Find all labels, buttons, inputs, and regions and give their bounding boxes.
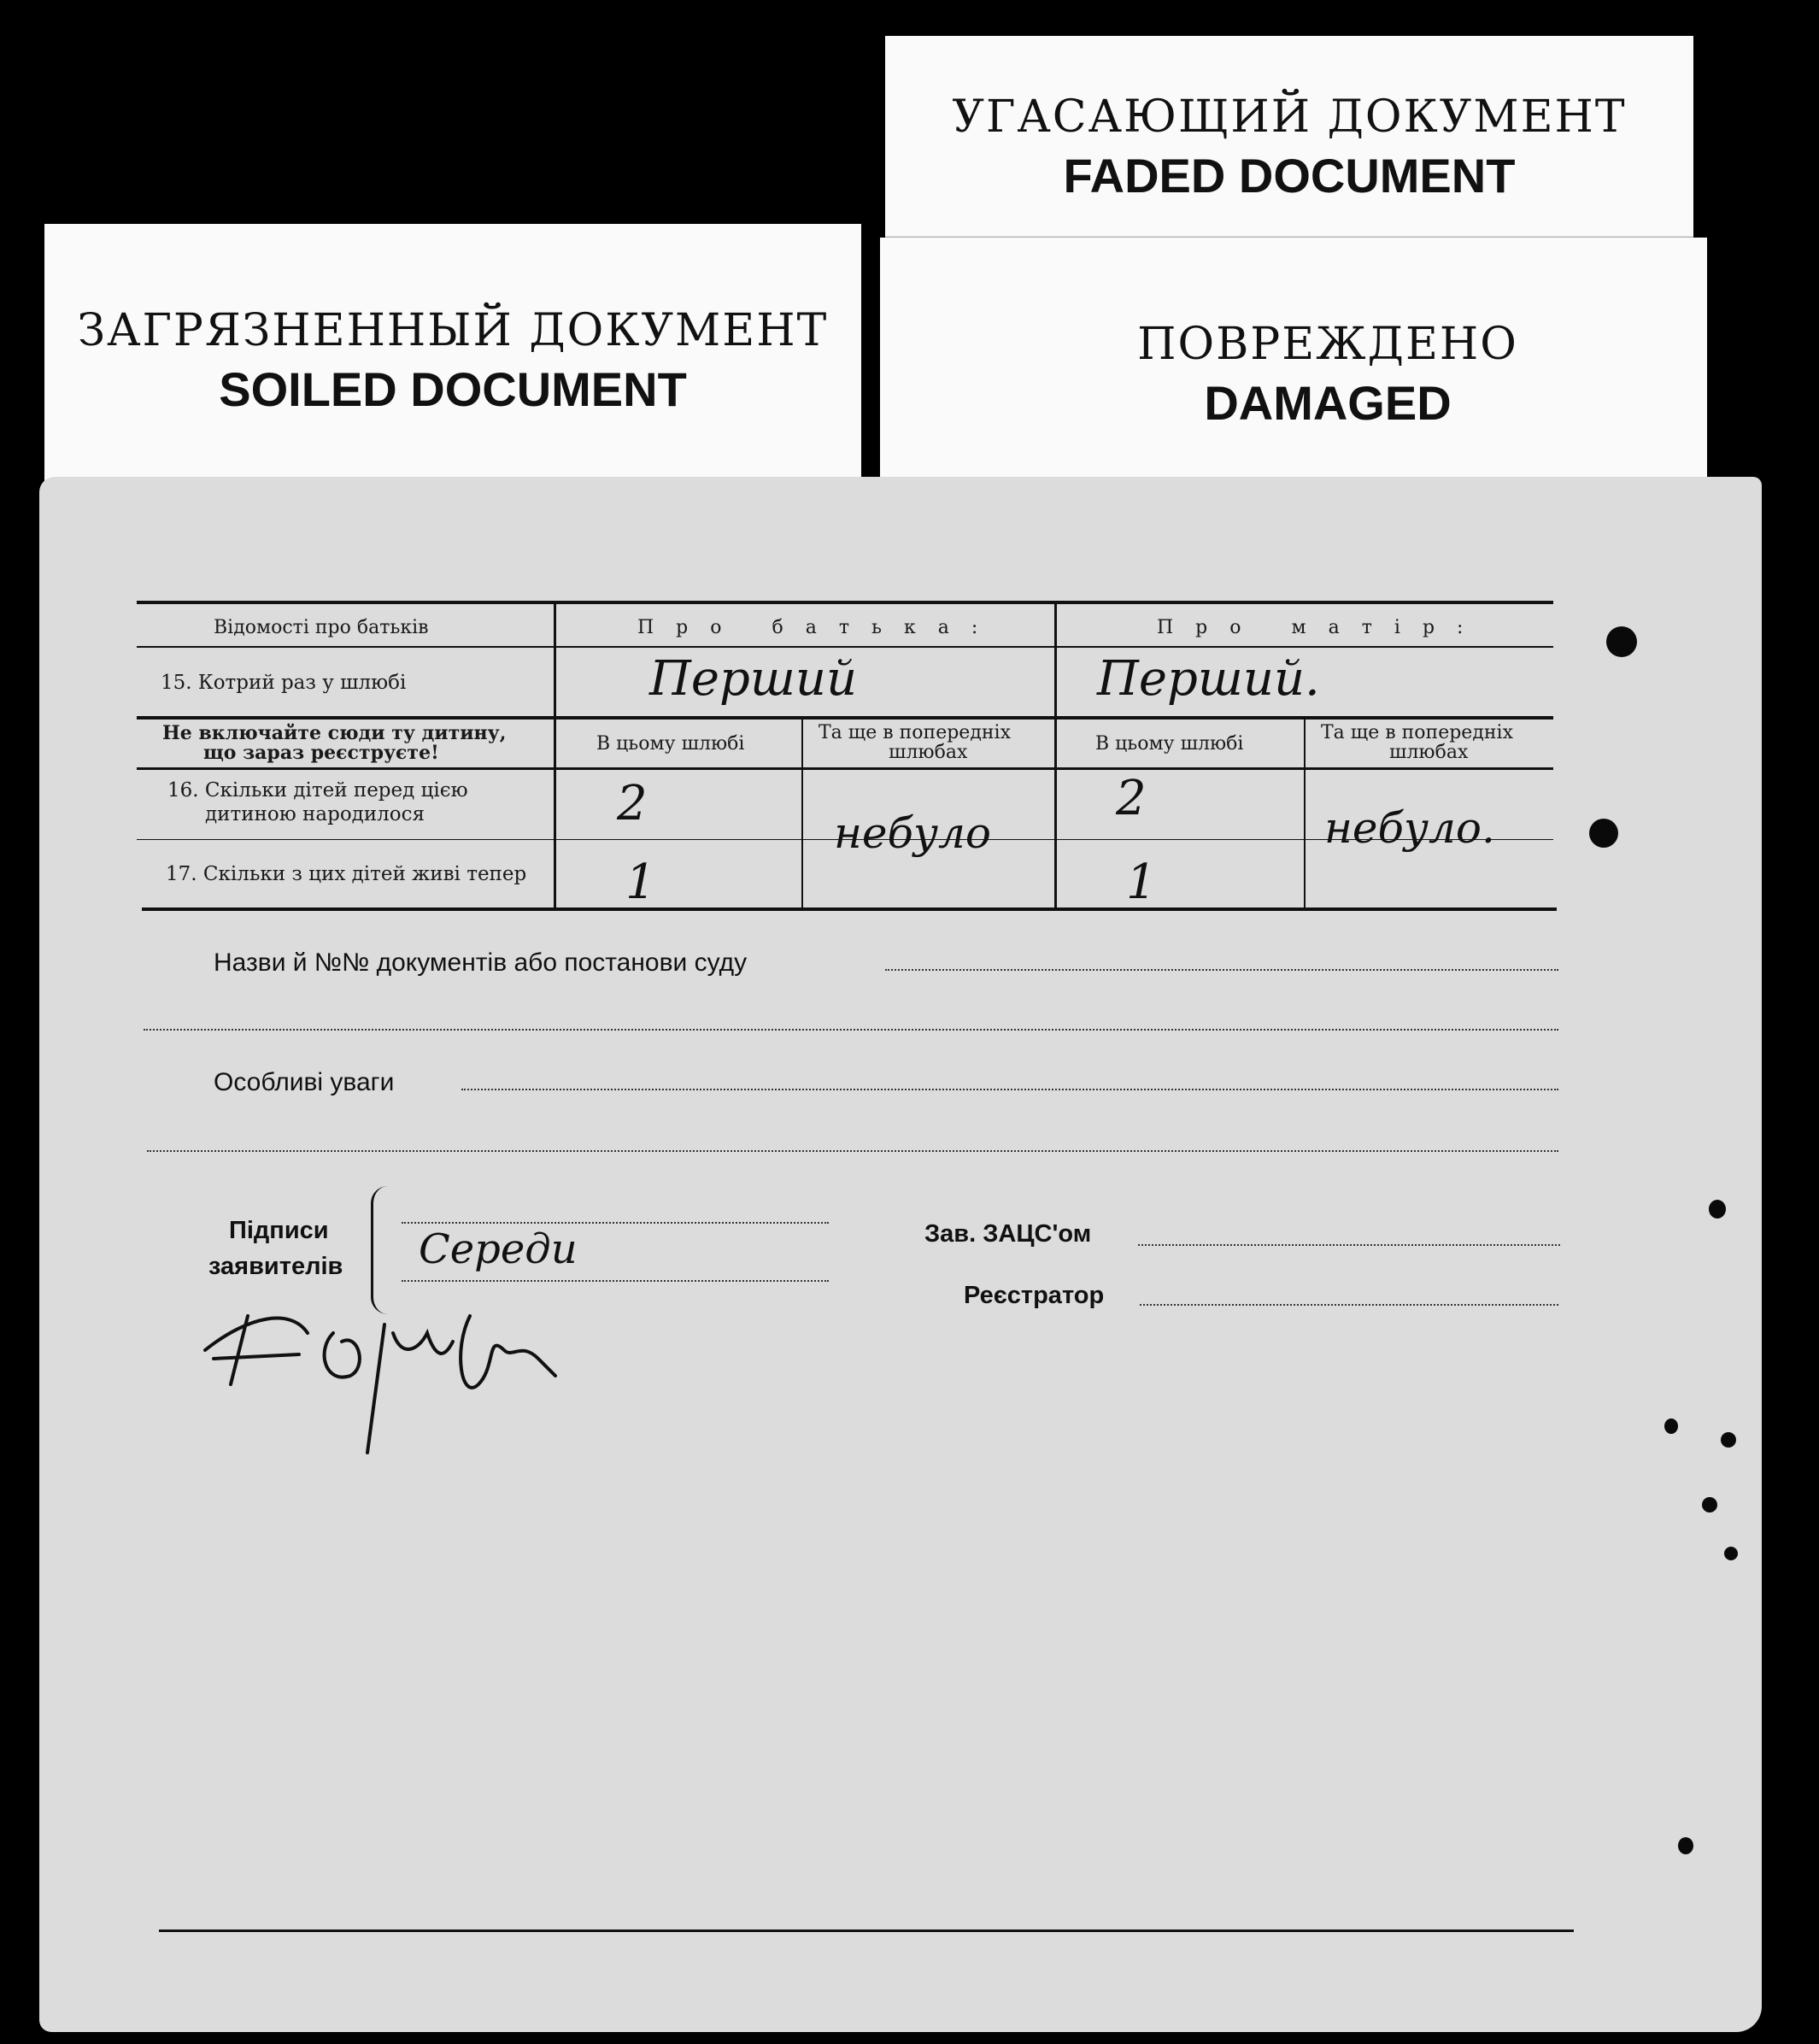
row16-mother-previous-value: небуло. — [1324, 803, 1495, 853]
row17-father-this-value: 1 — [625, 855, 656, 910]
note-line-2: що зараз реєструєте! — [203, 742, 439, 764]
notes-label: Особливі уваги — [214, 1068, 395, 1096]
faded-card-russian-text: УГАСАЮЩИЙ ДОКУМЕНТ — [952, 91, 1627, 143]
head-signature-line — [1138, 1244, 1560, 1246]
row15-label: 15. Котрий раз у шлюбі — [161, 672, 407, 694]
table-header-father: Про батька: — [637, 617, 1000, 638]
row16-label-1: 16. Скільки дітей перед цією — [167, 779, 468, 802]
table-bottom-rule — [142, 907, 1557, 911]
row17-label: 17. Скільки з цих дітей живі тепер — [166, 863, 527, 885]
mother-previous-header-2: шлюбах — [1389, 742, 1469, 763]
soiled-card-english-text: SOILED DOCUMENT — [219, 361, 687, 416]
notes-line — [461, 1089, 1558, 1090]
row16-father-this-value: 2 — [617, 776, 648, 831]
row16-father-previous-value: небуло — [834, 808, 991, 858]
faded-card-english-text: FADED DOCUMENT — [1063, 148, 1516, 203]
row16-label-2: дитиною народилося — [205, 803, 425, 825]
table-header-left: Відомості про батьків — [214, 617, 429, 638]
table-rule — [137, 646, 1553, 648]
row17-mother-this-value: 1 — [1126, 855, 1157, 910]
registrar-label: Реєстратор — [964, 1282, 1105, 1309]
punch-hole — [1724, 1547, 1738, 1560]
faded-document-card — [885, 36, 1693, 258]
signatures-label-2: заявителів — [208, 1253, 343, 1280]
table-divider — [801, 718, 803, 909]
table-top-rule — [137, 601, 1553, 604]
table-divider — [1054, 603, 1057, 909]
applicant-signature-name: Середи — [419, 1225, 578, 1273]
table-divider — [554, 603, 556, 909]
punch-hole — [1664, 1418, 1678, 1434]
damaged-card-russian-text: ПОВРЕЖДЕНО — [1137, 318, 1518, 370]
notes-line-2 — [147, 1150, 1558, 1152]
registrar-signature-line — [1140, 1304, 1558, 1306]
soiled-card-russian-text: ЗАГРЯЗНЕННЫЙ ДОКУМЕНТ — [77, 304, 829, 356]
table-rule — [137, 767, 1553, 770]
punch-hole — [1606, 626, 1637, 657]
row15-father-value: Перший — [649, 651, 858, 707]
row16-mother-this-value: 2 — [1116, 771, 1147, 826]
mother-previous-header-1: Та ще в попередніх — [1321, 722, 1513, 743]
father-previous-header-2: шлюбах — [889, 742, 968, 763]
documents-line — [885, 969, 1558, 971]
signatures-label-1: Підписи — [229, 1217, 329, 1244]
soiled-document-card — [44, 224, 861, 497]
documents-line-2 — [144, 1029, 1558, 1031]
mother-this-marriage-header: В цьому шлюбі — [1095, 733, 1244, 755]
punch-hole — [1702, 1497, 1717, 1512]
bottom-rule — [159, 1929, 1574, 1932]
applicant-signature — [197, 1282, 607, 1487]
damaged-card-english-text: DAMAGED — [1204, 375, 1452, 430]
table-header-mother: Про матір: — [1157, 617, 1486, 638]
table-rule — [137, 716, 1553, 720]
head-label: Зав. ЗАЦС'ом — [924, 1220, 1092, 1248]
signature-line-1 — [402, 1222, 829, 1224]
row15-mother-value: Перший. — [1097, 651, 1320, 707]
table-divider — [1304, 718, 1306, 909]
father-this-marriage-header: В цьому шлюбі — [596, 733, 745, 755]
father-previous-header-1: Та ще в попередніх — [819, 722, 1011, 743]
punch-hole — [1589, 819, 1618, 848]
punch-hole — [1678, 1837, 1693, 1854]
damaged-document-card — [880, 238, 1707, 494]
documents-label: Назви й №№ документів або постанови суду — [214, 949, 748, 977]
note-line-1: Не включайте сюди ту дитину, — [162, 722, 507, 744]
punch-hole — [1721, 1432, 1736, 1448]
punch-hole — [1709, 1200, 1726, 1219]
